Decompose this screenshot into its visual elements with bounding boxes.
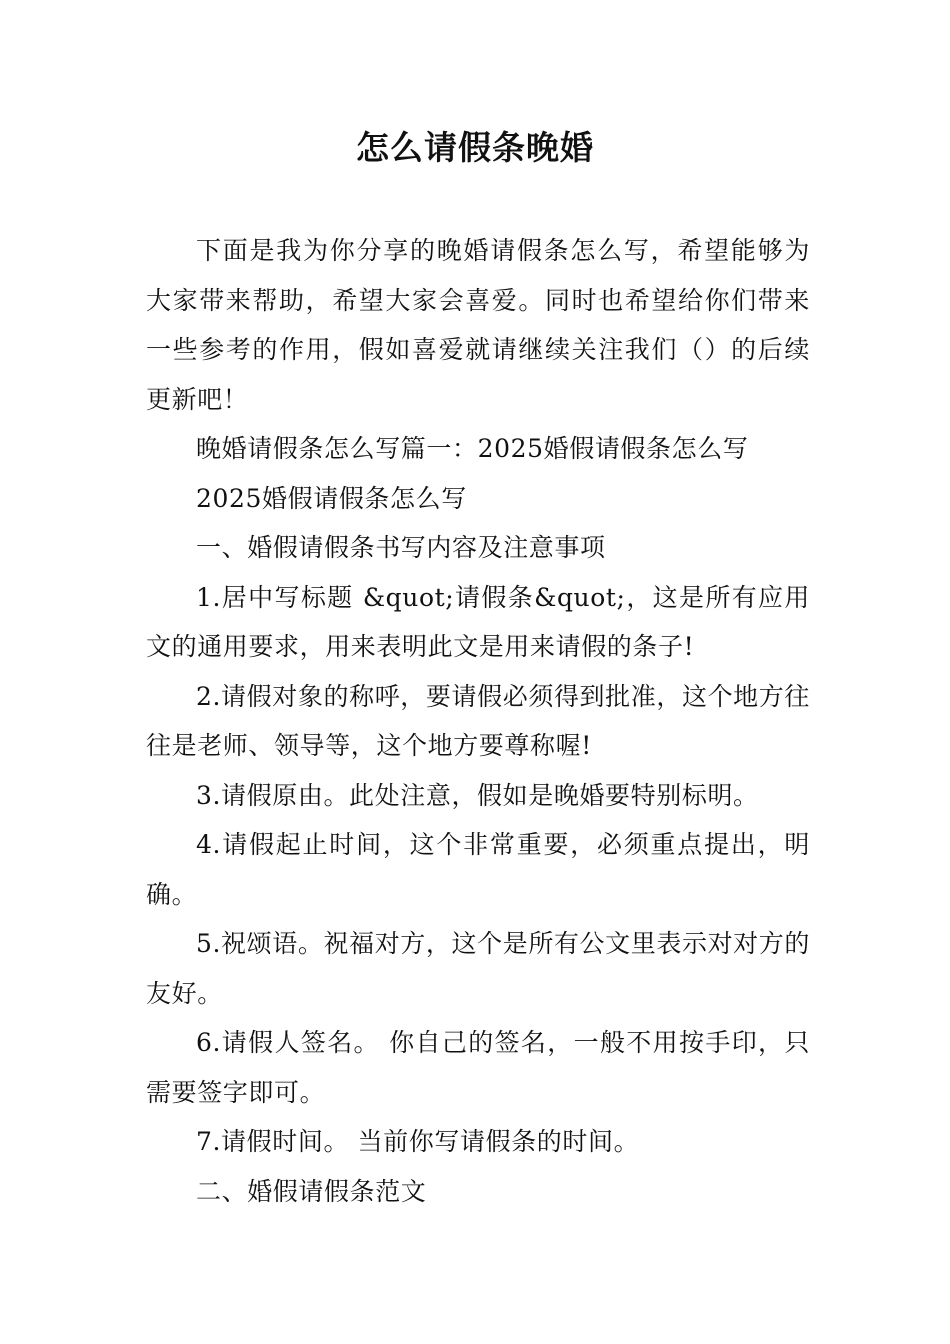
paragraph-item-4: 4.请假起止时间，这个非常重要，必须重点提出，明确。: [146, 830, 810, 909]
paragraph-item-5: 5.祝颂语。祝福对方，这个是所有公文里表示对对方的友好。: [146, 929, 810, 1008]
paragraph-part-two-heading: 二、婚假请假条范文: [196, 1176, 427, 1206]
paragraph-item-1: 1.居中写标题 &quot;请假条&quot;，这是所有应用文的通用要求，用来表明此文是用来请假的条子!: [146, 582, 810, 661]
paragraph-intro: 下面是我为你分享的晚婚请假条怎么写，希望能够为大家带来帮助，希望大家会喜爱。同时也希望给你们带来一些参考的作用，假如喜爱就请继续关注我们（）的后续更新吧！: [146, 236, 810, 414]
paragraph-item-6: 6.请假人签名。 你自己的签名，一般不用按手印，只需要签字即可。: [146, 1028, 810, 1107]
paragraph-section-heading: 晚婚请假条怎么写篇一：2025婚假请假条怎么写: [196, 434, 749, 463]
document-title: 怎么请假条晚婚: [356, 128, 594, 167]
paragraph-item-3: 3.请假原由。此处注意，假如是晚婚要特别标明。: [196, 780, 759, 810]
paragraph-item-2: 2.请假对象的称呼，要请假必须得到批准，这个地方往往是老师、领导等，这个地方要尊称喔!: [146, 681, 810, 760]
paragraph-item-7: 7.请假时间。 当前你写请假条的时间。: [196, 1127, 640, 1156]
paragraph-subheading: 2025婚假请假条怎么写: [196, 483, 467, 513]
paragraph-part-one-heading: 一、婚假请假条书写内容及注意事项: [196, 533, 606, 562]
document-body: [146, 226, 810, 1216]
